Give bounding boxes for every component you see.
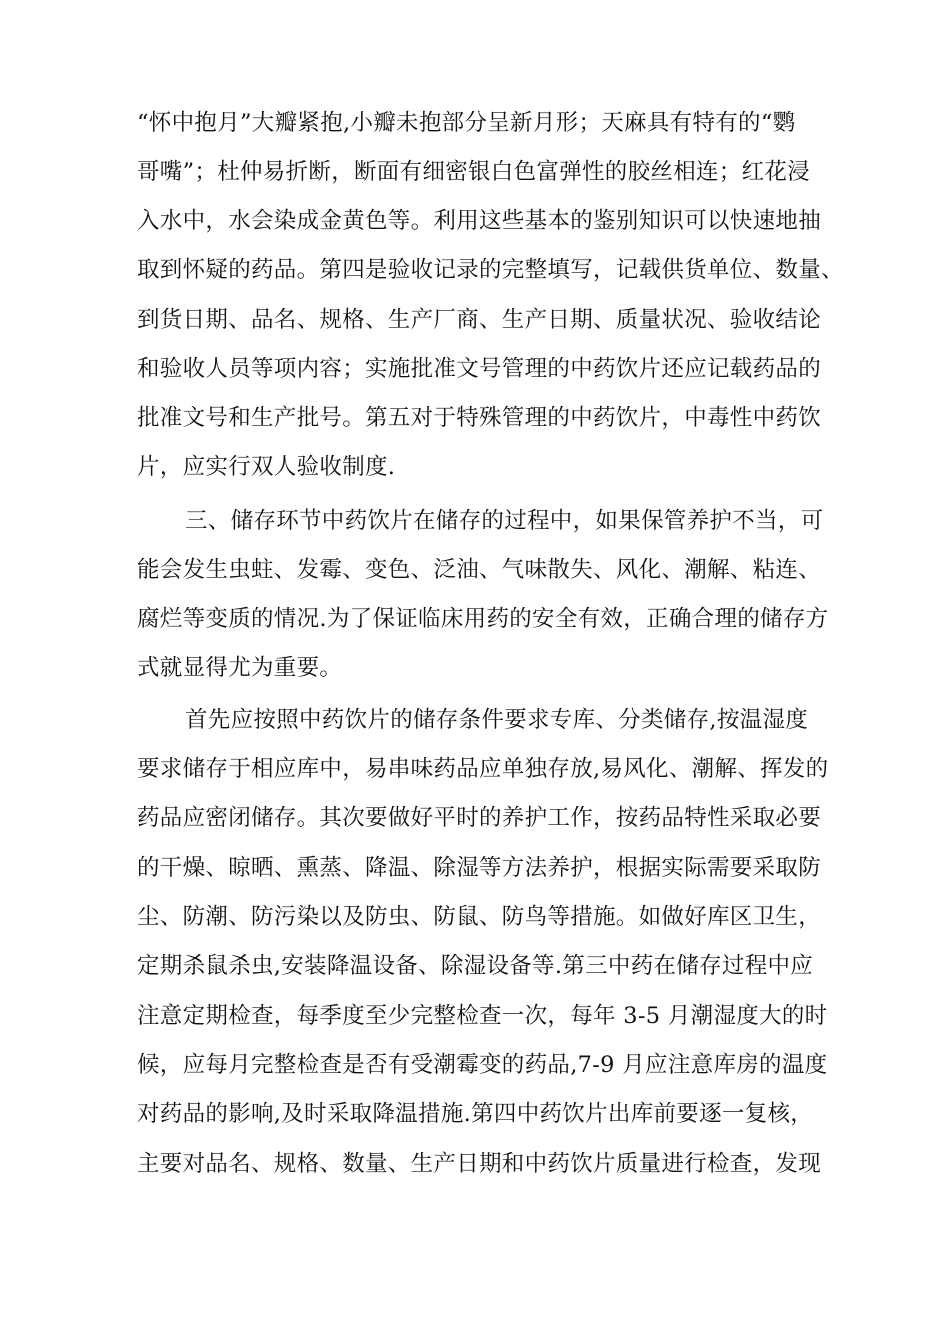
text-line: 入水中，水会染成金黄色等。利用这些基本的鉴别知识可以快速地抽 xyxy=(137,208,822,234)
text-line: 要求储存于相应库中，易串味药品应单独存放,易风化、潮解、挥发的 xyxy=(137,756,829,782)
text-line: 的干燥、晾晒、熏蒸、降温、除湿等方法养护，根据实际需要采取防 xyxy=(137,855,822,881)
text-line: 片，应实行双人验收制度. xyxy=(137,454,396,480)
text-line: “怀中抱月”大瓣紧抱,小瓣未抱部分呈新月形；天麻具有特有的“鹦 xyxy=(137,110,796,136)
text-line: 首先应按照中药饮片的储存条件要求专库、分类储存,按温湿度 xyxy=(185,707,809,733)
text-line: 候，应每月完整检查是否有受潮霉变的药品,7-9 月应注意库房的温度 xyxy=(137,1052,828,1078)
text-line: 腐烂等变质的情况.为了保证临床用药的安全有效，正确合理的储存方 xyxy=(137,606,829,632)
text-line: 能会发生虫蛀、发霉、变色、泛油、气味散失、风化、潮解、粘连、 xyxy=(137,557,822,583)
text-line: 注意定期检查，每季度至少完整检查一次，每年 3-5 月潮湿度大的时 xyxy=(137,1003,828,1029)
text-line: 到货日期、品名、规格、生产厂商、生产日期、质量状况、验收结论 xyxy=(137,307,822,333)
text-line: 定期杀鼠杀虫,安装降温设备、除湿设备等.第三中药在储存过程中应 xyxy=(137,953,814,979)
text-line: 批准文号和生产批号。第五对于特殊管理的中药饮片，中毒性中药饮 xyxy=(137,405,822,431)
text-line: 药品应密闭储存。其次要做好平时的养护工作，按药品特性采取必要 xyxy=(137,805,822,831)
text-line: 三、储存环节中药饮片在储存的过程中，如果保管养护不当，可 xyxy=(185,508,824,534)
text-line: 主要对品名、规格、数量、生产日期和中药饮片质量进行检查，发现 xyxy=(137,1151,822,1177)
text-line: 式就显得尤为重要。 xyxy=(137,655,343,681)
text-line: 尘、防潮、防污染以及防虫、防鼠、防鸟等措施。如做好库区卫生， xyxy=(137,904,822,930)
text-line: 取到怀疑的药品。第四是验收记录的完整填写，记载供货单位、数量、 xyxy=(137,257,844,283)
text-line: 对药品的影响,及时采取降温措施.第四中药饮片出库前要逐一复核， xyxy=(137,1101,814,1127)
text-line: 和验收人员等项内容；实施批准文号管理的中药饮片还应记载药品的 xyxy=(137,356,822,382)
text-line: 哥嘴”；杜仲易折断，断面有细密银白色富弹性的胶丝相连；红花浸 xyxy=(137,159,811,185)
